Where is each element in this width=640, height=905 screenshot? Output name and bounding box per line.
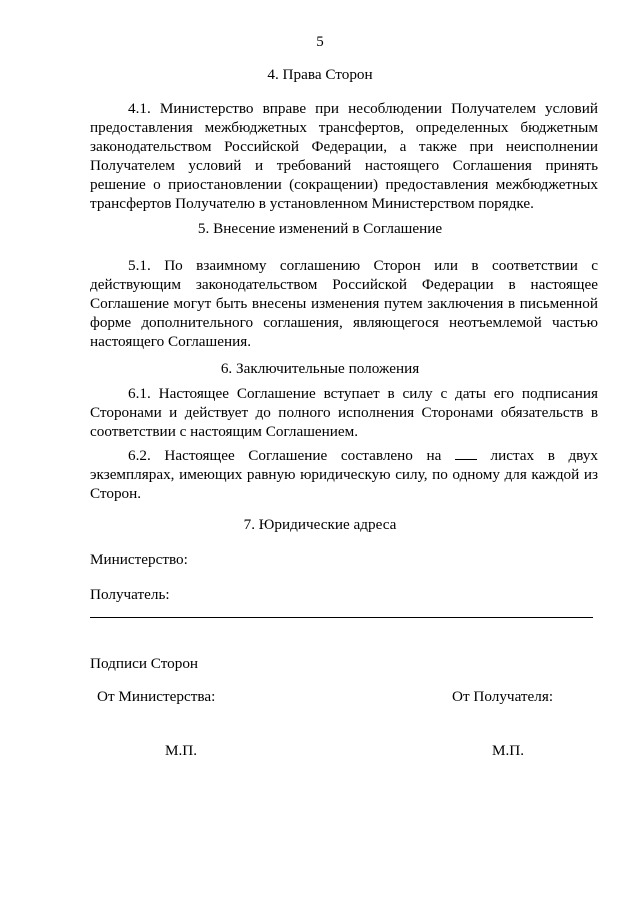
sheet-count-blank bbox=[455, 447, 477, 460]
ministry-address-label: Министерство: bbox=[90, 551, 188, 568]
section-6-paragraph-2-start: 6.2. Настоящее Соглашение составлено на bbox=[128, 447, 442, 464]
signature-ministry-label: От Министерства: bbox=[97, 688, 216, 705]
address-divider-line bbox=[90, 617, 593, 618]
section-4-paragraph-1: 4.1. Министерство вправе при несоблюдении Получателем условий предоставления межбюджетных трансфертов, определенных бюджетным законодательством Российской Федерации, а также при неисполнении Получателем условий и требований настоящего Соглашения принять решение о приостановлении (сокращении) предоставления межбюджетных трансфертов Получателю в установленном Министерством порядке. bbox=[90, 100, 598, 212]
recipient-address-label: Получатель: bbox=[90, 586, 170, 603]
section-6-paragraph-2-end: листах в двух экземплярах, имеющих равную юридическую силу, по одному для каждой из Сторон. bbox=[90, 447, 599, 502]
section-7-title: 7. Юридические адреса bbox=[243, 516, 397, 533]
page-number: 5 bbox=[316, 34, 324, 50]
section-5-paragraph-1: 5.1. По взаимному соглашению Сторон или в соответствии с действующим законодательством Российской Федерации в настоящее Соглашение могут быть внесены изменения путем заключения в письменной форме дополнительного соглашения, являющегося неотъемлемой частью настоящего Соглашения. bbox=[90, 257, 598, 350]
signatures-title: Подписи Сторон bbox=[90, 655, 199, 672]
seal-left: М.П. bbox=[165, 742, 198, 759]
section-6-paragraph-1: 6.1. Настоящее Соглашение вступает в силу с даты его подписания Сторонами и действует до полного исполнения Сторонами обязательств в соответствии с настоящим Соглашением. bbox=[90, 385, 598, 440]
section-6-paragraph-2 bbox=[90, 446, 598, 503]
seal-right: М.П. bbox=[492, 742, 525, 759]
section-6-title: 6. Заключительные положения bbox=[220, 360, 420, 377]
signature-recipient-label: От Получателя: bbox=[452, 688, 554, 705]
section-4-title: 4. Права Сторон bbox=[267, 66, 373, 83]
section-5-title: 5. Внесение изменений в Соглашение bbox=[197, 220, 443, 237]
